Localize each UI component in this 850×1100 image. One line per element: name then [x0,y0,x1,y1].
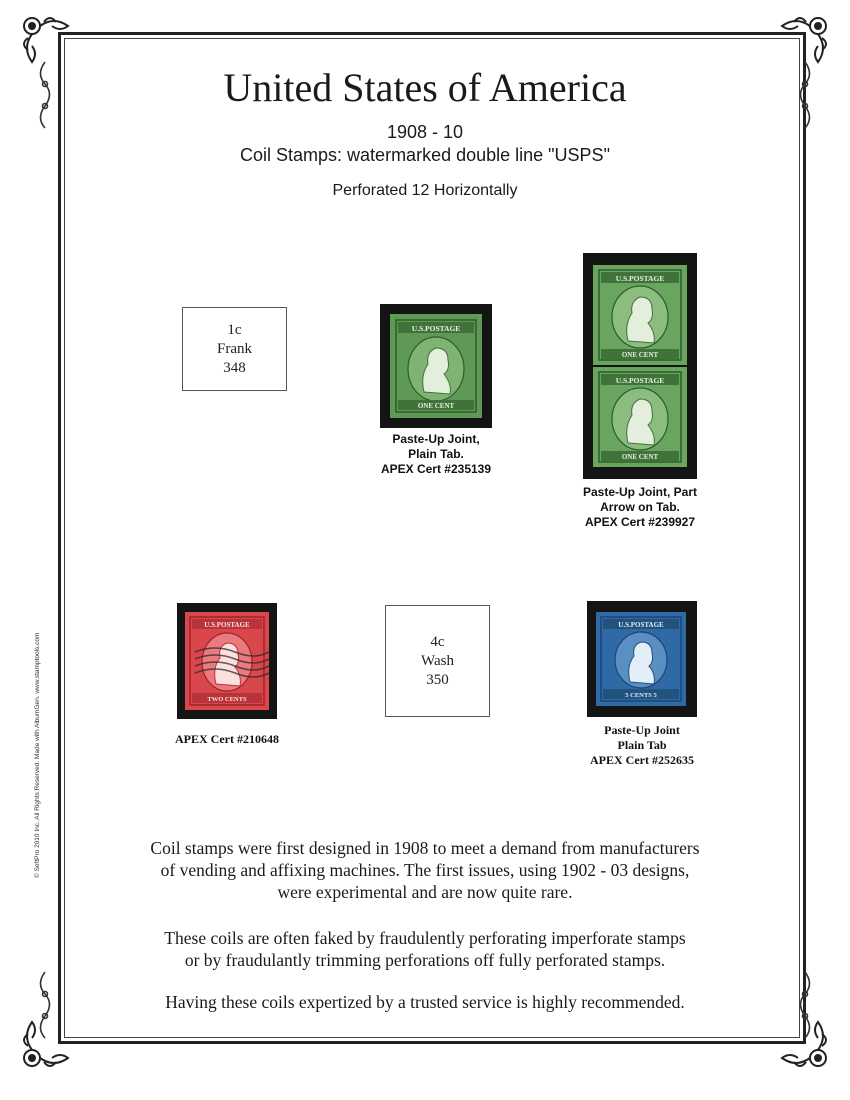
stamp-caption-4 [562,723,722,768]
note-line: Coil stamps were first designed in 1908 to meet a demand from manufacturers [150,838,700,858]
stamp-caption-3 [152,732,302,747]
caption-line: Plain Tab. [408,447,464,461]
space-denomination: 4c [430,633,445,650]
page-title: United States of America [223,65,627,110]
perforation-note: Perforated 12 Horizontally [332,182,518,199]
note-line: or by fraudulantly trimming perforations off fully perforated stamps. [184,950,666,970]
note-line: Having these coils expertized by a trusted service is highly recommended. [165,992,685,1012]
caption-line: Paste-Up Joint, Part [582,485,698,499]
stamp-mount-4 [587,601,697,717]
stamp-top-text: U.S.POSTAGE [615,376,665,385]
caption-line: APEX Cert #210648 [175,732,279,746]
caption-line: APEX Cert #252635 [590,753,694,767]
caption-line: Paste-Up Joint [604,723,680,737]
stamp-bottom-text: 5 CENTS 5 [625,692,657,699]
stamp-bottom-text: TWO CENTS [207,696,247,703]
note-paragraph-2 [0,927,850,971]
stamp-image [593,367,687,467]
stamp-caption-2 [560,485,720,530]
space-subject: Frank [217,340,252,357]
stamp-image [593,265,687,365]
space-number: 350 [426,671,449,688]
empty-stamp-space-1c[interactable] [182,307,287,391]
copyright-side-text: © SoftPro 2010 Inc. All Rights Reserved. Made with AlbumGen. www.stamptools.com [34,632,41,878]
stamp-blue-5c-single[interactable] [596,612,686,706]
stamp-mount-3 [177,603,277,719]
note-line: were experimental and are now quite rare. [277,882,573,902]
caption-line: Plain Tab [617,738,667,752]
caption-line: Paste-Up Joint, [392,432,480,446]
stamp-green-1c-pair-top[interactable] [593,265,687,365]
note-paragraph-1 [0,837,850,903]
caption-line: APEX Cert #239927 [584,515,696,529]
note-line: These coils are often faked by fraudulently perforating imperforate stamps [164,928,686,948]
stamp-bottom-text: ONE CENT [417,402,455,410]
stamp-image [390,314,482,418]
stamp-red-2c-single[interactable] [185,612,269,710]
caption-line: APEX Cert #235139 [380,462,492,476]
caption-line: Arrow on Tab. [600,500,680,514]
stamp-top-text: U.S.POSTAGE [618,621,664,629]
copyright-side-text-wrapper [34,632,44,888]
note-paragraph-3 [0,991,850,1013]
empty-stamp-space-4c[interactable] [385,605,490,717]
stamp-green-1c-pair-bottom[interactable] [593,367,687,467]
stamp-mount-1 [380,304,492,428]
space-number: 348 [223,359,246,376]
space-denomination: 1c [227,321,242,338]
stamp-caption-1 [360,432,512,477]
stamp-top-text: U.S.POSTAGE [204,621,250,629]
stamp-green-1c-single[interactable] [390,314,482,418]
note-line: of vending and affixing machines. The first issues, using 1902 - 03 designs, [160,860,690,880]
space-subject: Wash [421,652,454,669]
stamp-image [596,612,686,706]
stamp-bottom-text: ONE CENT [621,351,659,359]
issue-years: 1908 - 10 [386,122,464,142]
issue-description: Coil Stamps: watermarked double line "USPS" [240,145,610,165]
stamp-bottom-text: ONE CENT [621,453,659,461]
stamp-image [185,612,269,710]
stamp-mount-2 [583,253,697,479]
stamp-top-text: U.S.POSTAGE [411,324,461,333]
stamp-top-text: U.S.POSTAGE [615,274,665,283]
